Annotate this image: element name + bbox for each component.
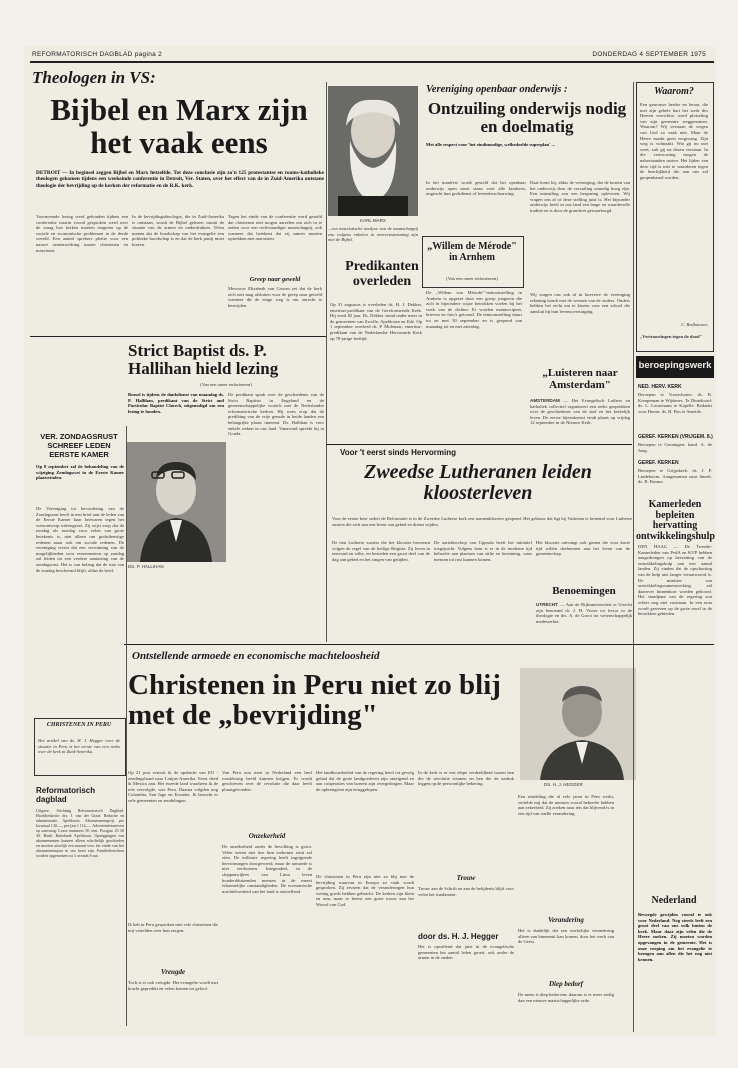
openbaar-col-1: In het manifest wordt gesteld dat het openbaar onderwijs open moet staan voor alle kinderen, ongeacht hun godsdienst of levensbeschouwing. — [426, 180, 526, 197]
lusteren-dateline: AMSTERDAM — [530, 398, 560, 403]
beroepingswerk-title: beroepingswerk — [638, 360, 712, 371]
marx-col-3b: Mevrouw Elizabeth van Gowen zei dat de kerk zich niet mag afsluiten voor de greep naar geweld wanneer dit de enige weg is om onrecht te bestrijden. — [228, 286, 322, 308]
benoemingen-body: UTRECHT — Aan de Rijksuniversiteit te Utrecht zijn benoemd dr. J. H. Visser tot lector in de theologie en drs. A. de Groot tot wetenschappelijk medewerker. — [536, 602, 632, 624]
masthead-right: DONDERDAG 4 SEPTEMBER 1975 — [592, 51, 706, 58]
peru-col-2b: De onzekerheid onder de bevolking is groot. Velen weten niet hoe hun toekomst eruit zal zien. De militaire regering heeft ingrijpende hervormingen doorgevoerd, maar de armoede is niet verdwenen. Integendeel, in de sloppenwijken van Lima leven honderdduizenden mensen in de meest erbarmelijke omstandigheden. De economische machteloosheid van het land is ontstellend. — [222, 844, 312, 894]
zondagsrust-headline: VER. ZONDAGSRUST SCHREEF LEDEN EERSTE KAMER — [40, 432, 118, 459]
willem-body: De „Willem van Mérode\"-tentoonstelling in Arnhem is opgezet door een groep jongeren die zich in bijzondere wijze betrokken voelen bij het werk van de dichter. Er worden manuscripten, brieven en foto's getoond. De tentoonstelling duurt tot en met 30 september en is geopend van maandag tot en met zaterdag. — [426, 290, 522, 329]
marx-col-3: Tegen het einde van de conferentie werd gesteld dat christenen niet mogen aarzelen om zich in te zetten voor een rechtvaardiger maatschappij, ook wanneer dat betekent dat zij samen moeten optrekken met marxisten. — [228, 214, 322, 242]
zweedse-headline: Zweedse Lutheranen leiden kloosterleven — [364, 461, 592, 504]
peru-subhead-trouw: Trouw — [456, 874, 476, 882]
hallihan-lead: Brasel is tijdens de dankdienst van maandag ds. P. Hallihan, predikant van de Strict and Particular Baptist Church, uitgenodigd om een lezing te houden. — [128, 392, 224, 414]
beroep-body-3: Beroepen te Grijpskerk: ds. J. P. Lindeboom. Aangenomen naar Sneek: ds. R. Bosma. — [638, 468, 712, 485]
hegger-photo — [520, 668, 636, 780]
masthead-left: REFORMATORISCH DAGBLAD pagina 2 — [32, 51, 163, 58]
christenen-box-title: CHRISTENEN IN PERU — [46, 722, 112, 728]
peru-kicker: Ontstellende armoede en economische machteloosheid — [132, 650, 380, 662]
karl-marx-photo — [328, 86, 418, 216]
peru-col-4c: Het is opvallend dat juist in de evangelische gemeenten het aantal leden groeit, ook onder de armen in de steden. — [418, 944, 514, 961]
marx-col-2: In de bevrijdingstheologie, die in Zuid-Amerika is ontstaan, wordt de Bijbel gelezen vanuit de situatie van de armen en onderdrukten. Velen menen dat de boodschap van het evangelie een politieke boodschap is en dat de kerk partij moet kiezen. — [132, 214, 224, 247]
peru-subhead-vreugde: Vreugde — [160, 968, 186, 976]
peru-top-rule — [124, 644, 714, 645]
peru-col-1c: Toch is er ook vreugde. Het evangelie wordt met kracht gepredikt en velen komen tot geloof. — [128, 980, 218, 991]
predikanten-body: Op 31 augustus is overleden ds. H. J. Dekker, emeritus-predikant van de Gereformeerde Kerk. Hij werd 82 jaar. Ds. Dekker stond onder meer in de gemeenten van Zwolle, Apeldoorn en Ede. Op 1 september overleed ds. P. Molenaar, emeritus-predikant van de Nederlandse Hervormde Kerk op 78-jarige leeftijd. — [330, 302, 422, 341]
col-rule-2 — [326, 82, 327, 642]
benoemingen-dateline: UTRECHT — [536, 602, 558, 607]
hallihan-photo — [126, 442, 226, 562]
willem-headline: „Willem de Mérode" in Arnhem — [427, 241, 517, 263]
willem-byline: (Van een onzer redacteuren) — [446, 276, 498, 281]
marx-col-1: Voornoemde lezing werd gehouden tijdens een conferentie waarin vooral gesproken werd over de vraag hoe kerken moeten reageren op de sociale en economische problemen in de derde wereld. Een aantal sprekers pleitte voor een nauwe samenwerking tussen christenen en marxisten. — [36, 214, 128, 253]
hallihan-col-2: De predikant sprak over de geschiedenis van de Strict Baptists in Engeland en de gemeenschappelijke wortels met de Nederlandse reformatorische kerken. Hij wees erop dat de prediking van de vrije genade in beide landen een belangrijke plaats inneemt. Ds. Hallihan is voor enkele weken in ons land. Vanavond spreekt hij in Gouda. — [228, 392, 324, 437]
waarom-title: Waarom? — [654, 86, 694, 97]
peru-col-4b: Trouw aan de Schrift en aan de belijdenis blijft voor velen het fundament. — [418, 886, 514, 897]
hallihan-byline: (Van een onzer redacteuren) — [200, 382, 252, 387]
marx-headline: Bijbel en Marx zijn het vaak eens — [50, 92, 308, 160]
karl-marx-caption: KARL MARX — [360, 218, 386, 223]
peru-col-1: Op 21 juni vertrok ik de opdracht van EO - zendingsbond naar Latijns-Amerika. Eerst deed ik Mexico aan. Het tweede land waarheen ik de reis vervolgde, was Peru. Daarna volgden nog Colombia, San Jago en Ecuador. Ik bezocht er vele gemeenten en zendelingen. — [128, 770, 218, 803]
predikanten-headline: Predikanten overleden — [345, 259, 419, 289]
peru-col-5c: De mens is diep bedorven; daarom is er meer nodig dan een nieuwe maatschappelijke orde. — [518, 992, 614, 1003]
zondagsrust-lead: Op 8 september zal de behandeling van de wijziging Zondagswet in de Eerste Kamer plaatsvinden. — [36, 464, 124, 481]
peru-headline: Christenen in Peru niet zo blij met de „bevrijding" — [128, 669, 501, 732]
col-rule-3 — [633, 82, 634, 1032]
colophon-body: Uitgave: Stichting Reformatorisch Dagblad. Hoofdredactie: drs. J. van der Graaf. Redactie en administratie: Apeldoorn. Abonnementsprijs per kwartaal f 30,—, per jaar f 114,—. Advertentietarieven op aanvraag. Losse nummers 50 cent. Postgiro 25 30 30. Bank: Rabobank Apeldoorn. Opzeggingen van abonnementen kunnen alleen schriftelijk geschieden en moeten uiterlijk een maand voor het einde van het abonnementsjaar in ons bezit zijn. Familieberichten worden opgenomen tot 's avonds 8 uur. — [36, 808, 124, 858]
lusteren-headline: „Luisteren naar Amsterdam" — [542, 367, 618, 391]
hegger-caption: DS. H. J. HEGGER — [544, 782, 583, 787]
zondagsrust-body: De Vereniging tot bevordering van de Zondagsrust heeft in een brief aan de leden van de Eerste Kamer haar bezwaren tegen het wetsontwerp uiteengezet. Zij wijst erop dat de zondag als rustdag voor velen van grote betekenis is, niet alleen om godsdienstige redenen maar ook om sociale redenen. De vereniging vreest dat een verruiming van de mogelijkheden voor evenementen op zondag zal leiden tot een verdere aantasting van de zondagsrust. Het is van belang dat de rust van de zondag beschermd blijft, aldus de brief. — [36, 506, 124, 573]
benoemingen-headline: Benoemingen — [552, 585, 616, 597]
peru-subhead-diep: Diep bedorf — [548, 980, 584, 988]
peru-col-4: In de kerk is er een diepe verdeeldheid tussen hen die de revolutie steunen en hen die de nadruk leggen op de persoonlijke bekering. — [418, 770, 514, 787]
zweedse-lead: Voor de eerste keer sedert de Reformatie is in de Zweedse Lutherse kerk een nonnenklooster geopend. Het gebouw dat ligt bij Vadstena is bestemd voor Lutherse zusters die zich aan een leven van gebed en dienst wijden. — [332, 516, 632, 527]
newspaper-page — [24, 46, 716, 1036]
openbaar-kicker: Vereniging openbaar onderwijs : — [426, 84, 568, 95]
peru-col-5: Een zendeling die al vele jaren in Peru werkt, vertelde mij dat de mensen vooral behoefte hebben aan zekerheid. Zij zoeken naar iets dat blijvend is in een tijd van snelle verandering. — [518, 794, 614, 816]
beroep-section-2: GEREF. KERKEN (VRIJGEM. 8.) — [638, 434, 713, 440]
waarom-body: Een getrouwe herder en leraar, die met zijn gehele hart het werk des Heeren verrichtte, werd plotseling van zijn gemeente weggenomen. Waarom? Wij verstaan de wegen van God zo vaak niet. Maar de Heere maakt geen vergissing. Zijn weg is volmaakt. Wat gij nu niet weet, zult gij na dezen verstaan. In die vertroosting mogen de nabestaanden rusten. Het lijden van deze tijd is niet te waarderen tegen de heerlijkheid die aan ons zal geopenbaard worden. — [640, 102, 708, 180]
nederland-body: Bevoegde gewijden vooral te ook voor Nederland. Nog steeds leeft een groot deel van ons volk buiten de kerk. Maar daar zijn velen die de Heere zoeken. Zij moeten worden opgevangen in de gemeente. Het is onze roeping om het evangelie te brengen aan allen die het nog niet kennen. — [638, 912, 712, 962]
waarom-signature: C. Bedhouwer, — [681, 322, 708, 327]
peru-subhead-onzekerheid: Onzekerheid — [248, 832, 286, 840]
zweedse-col-1: De tien Lutherse zusters die het klooster bewonen volgen de regel van de heilige Birgitta. Zij leven in eenvoud en stilte, en besteden een groot deel van de dag aan gebed en het zingen van getijden. — [332, 540, 430, 562]
peru-col-3b: De christenen in Peru zijn niet zo blij met de bevrijding waarvan in Europa zo vaak wordt gesproken. Zij ervaren dat de veranderingen hun weinig goeds hebben gebracht. De kerken zijn klein en arm, maar er heerst een grote trouw aan het Woord van God. — [316, 874, 414, 907]
colophon-title: Reformatorisch dagblad — [36, 786, 96, 804]
beroep-body-2: Beroepen te Groningen: kand. A. de Jong. — [638, 442, 712, 453]
peru-col-5b: Het is duidelijk dat een werkelijke verandering alleen van binnenuit kan komen, door het werk van de Geest. — [518, 928, 614, 945]
beroep-section-1: NED. HERV. KERK — [638, 384, 682, 390]
marx-kicker: Theologen in VS: — [32, 68, 156, 87]
zweedse-col-2: De aartsbisschop van Uppsala heeft het initiatief toegejuicht. Volgens hem is er in de moderne tijd behoefte aan plaatsen van stilte en bezinning, waar mensen tot rust kunnen komen. — [434, 540, 532, 562]
peru-col-2: Van Peru zou men in Nederland een heel rooskleurig beeld kunnen krijgen. Er wordt geschreven over de revolutie die daar heeft plaatsgevonden. — [222, 770, 312, 792]
openbaar-col-2: Daar komt bij, aldus de vereniging, dat de kosten van het onderwijs door de verzuiling onnodig hoog zijn. Een ontzuiling zou een besparing opleveren. Wij vragen ons af of deze stelling juist is. Het bijzonder onderwijs heeft in ons land een lange en waardevolle traditie en is door de grondwet gewaarborgd. — [530, 180, 630, 213]
col-rule-1 — [126, 426, 127, 1026]
hallihan-rule — [30, 336, 326, 337]
marx-lead: DETROIT — In beginsel zeggen Bijbel en Marx hetzelfde. Tot deze conclusie zijn zo'n 125 protestantse en rooms-katholieke theologen gekomen tijdens een weekeinde conferentie in Detroit, Ver. Staten, over het effect van de in Zuid-Amerika ontstane theologie der bevrijding op de kerken der reformatie en de R.K. kerk. — [36, 170, 324, 189]
peru-col-3: Het landbouwbeleid van de regering heeft tot gevolg gehad dat de grote landgoederen zijn onteigend en aan coöperaties van boeren zijn overgedragen. Maar de opbrengsten zijn teruggelopen. — [316, 770, 414, 792]
openbaar-headline: Ontzuiling onderwijs nodig en doelmatig — [427, 99, 627, 136]
hallihan-caption: DS. P. HALLIHAN — [128, 564, 164, 569]
zweedse-rule — [326, 444, 632, 445]
waarom-footer: „Vertroostingen tegen de dood" — [640, 334, 703, 339]
zweedse-col-3: Het klooster ontvangt ook gasten die voor korte tijd willen deelnemen aan het leven van de gemeenschap. — [536, 540, 630, 557]
beroep-body-1: Beroepen te Voorschoten: ds. B. Kreupeman te Wijdenes. Te Dinteloord: ds. L. Loosemans te Kapelle. Bedankt voor Hoorn: ds. H. Bos te Ameide. — [638, 392, 712, 414]
openbaar-col-3: Wij vragen ons ook af in hoeverre de vereniging rekening houdt met de wensen van de ouders. Ouders hebben het recht om te kiezen voor een school die aansluit bij hun levensovertuiging. — [530, 292, 630, 314]
zweedse-kicker: Voor 't eerst sinds Hervorming — [340, 448, 457, 457]
marx-subhead: Greep naar geweld — [249, 276, 301, 283]
marx-photo-text: ...een marxistische analyse van de maatschappij zou volgens enkelen in overeenstemming zijn met de Bijbel. — [328, 226, 418, 243]
kamerleden-headline: Kamerleden bepleiten hervatting ontwikkelingshulp — [636, 499, 715, 542]
lusteren-body: AMSTERDAM — Het Evangelisch Luthers en katholiek collectief organiseert een reeks gesprekken over de geschiedenis van de stad en het kerkelijk leven. De eerste bijeenkomst vindt plaats op vrijdag 12 september in de Nieuwe Kerk. — [530, 398, 630, 426]
kamerleden-body: DEN HAAG — De Tweede-Kamerleden van PvdA en KVP hebben aangedrongen op hervatting van de ontwikkelingshulp aan een aantal landen. Zij vinden dat de opschorting van de hulp niet langer verantwoord is. De minister van ontwikkelingssamenwerking zal daarover binnenkort worden gehoord. Het standpunt van de regering zou echter nog niet vaststaan. In een nota wordt gewezen op de grote nood in de betrokken gebieden. — [638, 544, 712, 617]
hallihan-headline: Strict Baptist ds. P. Hallihan hield lezing — [128, 341, 279, 378]
peru-byline: door ds. H. J. Hegger — [418, 932, 499, 941]
nederland-headline: Nederland — [651, 895, 697, 906]
christenen-box-text: Het artikel van ds. H. J. Hegger over de situatie in Peru is het eerste van een reeks over de kerk in Zuid-Amerika. — [38, 738, 120, 755]
peru-subhead-verandering: Verandering — [548, 916, 584, 924]
beroep-section-3: GEREF. KERKEN — [638, 460, 679, 466]
peru-col-1b: Ik heb in Peru gesproken met vele christenen die mij vertelden over hun zorgen. — [128, 922, 218, 933]
masthead-rule — [30, 61, 714, 63]
openbaar-lead: Met alle respect voor 'het eindinnodige, welbedoelde superplan' ... — [426, 142, 555, 147]
